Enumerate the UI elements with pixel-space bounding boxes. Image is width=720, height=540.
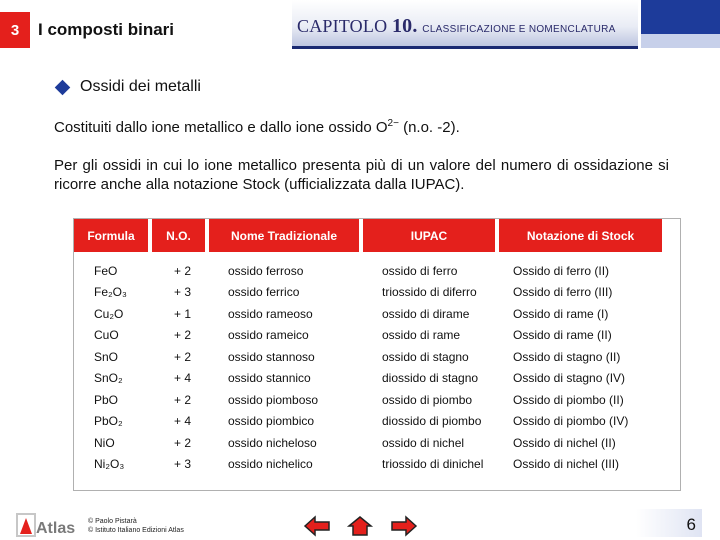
cell-traditional-name: ossido rameico xyxy=(228,328,309,343)
page-number: 6 xyxy=(636,509,702,537)
chapter-number-badge: 3 xyxy=(0,12,30,48)
credits xyxy=(88,517,184,535)
cell-traditional-name: ossido rameoso xyxy=(228,306,313,321)
cell-no: + 4 xyxy=(174,414,192,429)
next-arrow-icon[interactable] xyxy=(390,515,418,537)
cell-stock: Ossido di stagno (II) xyxy=(513,349,621,364)
cell-no: + 2 xyxy=(174,349,192,364)
table-row xyxy=(74,432,662,454)
atlas-logo xyxy=(16,508,76,538)
cell-no: + 4 xyxy=(174,371,192,386)
header-corner-decoration xyxy=(641,0,720,34)
cell-formula: Cu₂O xyxy=(94,306,124,321)
cell-no: + 1 xyxy=(174,306,192,321)
table-row xyxy=(74,411,662,433)
cell-formula: CuO xyxy=(94,328,119,343)
cell-stock: Ossido di stagno (IV) xyxy=(513,371,626,386)
cell-stock: Ossido di rame (I) xyxy=(513,306,609,321)
cell-iupac: triossido di diferro xyxy=(382,285,477,300)
cell-iupac: ossido di dirame xyxy=(382,306,470,321)
para1-suffix: (n.o. -2). xyxy=(398,119,460,136)
cell-stock: Ossido di nichel (III) xyxy=(513,457,620,472)
cell-formula: PbO xyxy=(94,392,119,407)
cell-no: + 2 xyxy=(174,392,192,407)
cell-no: + 3 xyxy=(174,285,192,300)
section-title: Ossidi dei metalli xyxy=(80,78,201,95)
cell-traditional-name: ossido nichelico xyxy=(228,457,313,472)
header-formula: Formula xyxy=(74,219,152,252)
cell-formula: SnO xyxy=(94,349,119,364)
table-row xyxy=(74,389,662,411)
cell-iupac: ossido di piombo xyxy=(382,392,473,407)
book-chapter-heading xyxy=(297,15,616,38)
cell-traditional-name: ossido stannico xyxy=(228,371,311,386)
cell-formula: Ni₂O₃ xyxy=(94,457,125,472)
cell-iupac: ossido di stagno xyxy=(382,349,469,364)
table-row xyxy=(74,346,662,368)
cell-no: + 3 xyxy=(174,457,192,472)
cell-stock: Ossido di rame (II) xyxy=(513,328,612,343)
logo-text: Atlas xyxy=(36,520,76,537)
cell-traditional-name: ossido piomboso xyxy=(228,392,319,407)
paragraph-definition xyxy=(54,118,460,136)
cell-stock: Ossido di ferro (III) xyxy=(513,285,613,300)
para1-text: Costituiti dallo ione metallico e dallo ione ossido O xyxy=(54,119,388,136)
header-iupac: IUPAC xyxy=(363,219,499,252)
header-no: N.O. xyxy=(152,219,209,252)
cell-stock: Ossido di nichel (II) xyxy=(513,435,616,450)
header-traditional-name: Nome Tradizionale xyxy=(209,219,363,252)
book-chapter-number: 10. xyxy=(391,15,418,37)
table-row xyxy=(74,325,662,347)
credit-line-2: © Istituto Italiano Edizioni Atlas xyxy=(88,527,184,534)
cell-stock: Ossido di ferro (II) xyxy=(513,263,610,278)
oxides-table xyxy=(73,218,681,491)
header-underline xyxy=(292,46,638,49)
book-chapter-subtitle: CLASSIFICAZIONE E NOMENCLATURA xyxy=(422,24,616,35)
credit-line-1: © Paolo Pistarà xyxy=(88,518,137,525)
paragraph-stock-notation: Per gli ossidi in cui lo ione metallico presenta più di un valore del numero di ossidazione si ricorre anche alla notazione Stock (ufficializzata dalla IUPAC). xyxy=(54,157,669,193)
table-row xyxy=(74,368,662,390)
cell-formula: SnO₂ xyxy=(94,371,123,386)
table-row xyxy=(74,303,662,325)
cell-traditional-name: ossido ferroso xyxy=(228,263,304,278)
table-row xyxy=(74,454,662,476)
chapter-title: I composti binari xyxy=(38,20,175,39)
table-spacer-row xyxy=(74,252,662,260)
table-row xyxy=(74,282,662,304)
cell-traditional-name: ossido stannoso xyxy=(228,349,315,364)
cell-iupac: diossido di piombo xyxy=(382,414,482,429)
cell-formula: Fe₂O₃ xyxy=(94,285,127,300)
cell-traditional-name: ossido piombico xyxy=(228,414,315,429)
header-corner-decoration-lower xyxy=(641,34,720,48)
cell-iupac: triossido di dinichel xyxy=(382,457,484,472)
diamond-bullet-icon xyxy=(55,80,71,96)
cell-traditional-name: ossido ferrico xyxy=(228,285,300,300)
cell-no: + 2 xyxy=(174,328,192,343)
header-stock: Notazione di Stock xyxy=(499,219,662,252)
home-icon[interactable] xyxy=(346,515,374,537)
cell-no: + 2 xyxy=(174,263,192,278)
cell-stock: Ossido di piombo (II) xyxy=(513,392,624,407)
cell-iupac: ossido di nichel xyxy=(382,435,465,450)
cell-stock: Ossido di piombo (IV) xyxy=(513,414,629,429)
book-chapter-prefix: CAPITOLO xyxy=(297,16,388,36)
table-row xyxy=(74,260,662,282)
cell-iupac: diossido di stagno xyxy=(382,371,479,386)
para1-superscript: 2− xyxy=(387,118,399,129)
cell-no: + 2 xyxy=(174,435,192,450)
cell-formula: NiO xyxy=(94,435,115,450)
cell-formula: FeO xyxy=(94,263,118,278)
prev-arrow-icon[interactable] xyxy=(303,515,331,537)
cell-iupac: ossido di rame xyxy=(382,328,461,343)
cell-formula: PbO₂ xyxy=(94,414,123,429)
table-header-row xyxy=(74,219,662,252)
cell-iupac: ossido di ferro xyxy=(382,263,458,278)
cell-traditional-name: ossido nicheloso xyxy=(228,435,317,450)
